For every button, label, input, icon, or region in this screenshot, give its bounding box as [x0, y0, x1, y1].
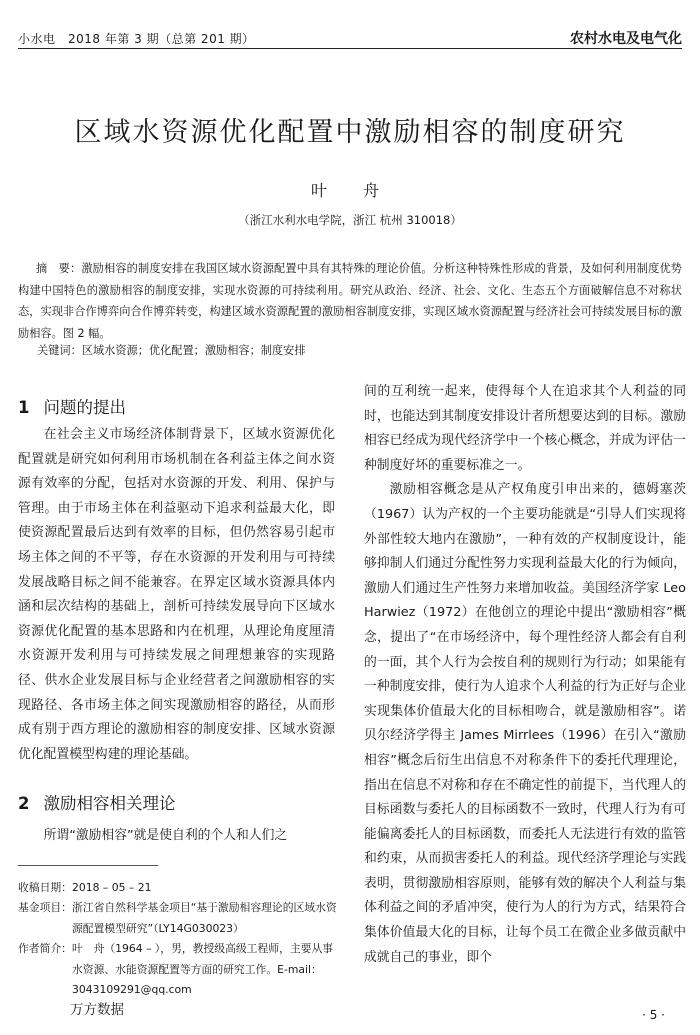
bio-label: 作者简介：: [18, 942, 72, 955]
paper-title: 区域水资源优化配置中激励相容的制度研究: [74, 117, 626, 148]
author-name: 叶 舟: [310, 181, 389, 200]
paragraph: 间的互利统一起来，使得每个人在追求其个人利益的同时，也能达到其制度安排设计者所想要达到的目标。激励相容已经成为现代经济学中一个核心概念，并成为评估一种制度好坏的重要标准之一。: [364, 384, 686, 473]
received-date: 2018 – 05 – 21: [71, 881, 152, 894]
received-label: 收稿日期：: [18, 881, 72, 894]
author-affiliation: （浙江水利水电学院，浙江 杭州 310018）: [238, 213, 462, 227]
section-heading-1: [18, 394, 126, 418]
section2-first-line: [18, 824, 335, 849]
journal-section: 农村水电及电气化: [570, 31, 682, 47]
right-column-body: [364, 380, 686, 970]
page-number: · 5 ·: [642, 1008, 665, 1022]
section-heading-2: [18, 790, 175, 814]
keywords-text: 区域水资源；优化配置；激励相容；制度安排: [81, 344, 306, 357]
fund-label: 基金项目：: [18, 901, 72, 914]
left-column-body: [18, 423, 335, 767]
section-title: 激励相容相关理论: [43, 794, 176, 813]
running-header: [18, 28, 682, 49]
paragraph: 所谓“激励相容”就是使自利的个人和人们之: [43, 828, 288, 843]
keywords-label: 关键词：: [37, 344, 82, 357]
bio-text: 叶 舟（1964 – ），男，教授级高级工程师，主要从事水资源、水能资源配置等方面的研究工作。E-mail：3043109291@qq.com: [71, 942, 334, 996]
paragraph: 激励相容概念是从产权角度引申出来的，德姆塞茨（1967）认为产权的一个主要功能就是“引导人们实现将外部性较大地内在激励”，一种有效的产权制度设计，能够抑制人们通过分配性努力实现利益最大化的行为倾向，激励人们通过生产性努力来增加收益。美国经济学家 Leo Harwiez（1972）在他创立的理论中提出“激励相容”概念，提出了“在市场经济中，每个理性经济人都会有自利的一面，其个人行为会按自利的规则行为行动；如果能有一种制度安排，使行为人追求个人利益的行为正好与企业实现集体价值最大化的目标相吻合，就是激励相容”。诺贝尔经济学得主 James Mirrlees（1996）在引入“激励相容”概念后衍生出信息不对称条件下的委托代理理论，指出在信息不对称和存在不确定性的前提下，当代理人的目标函数与委托人的目标函数不一致时，代理人行为有可能偏离委托人的目标函数，而委托人无法进行有效的监管和约束，从而损害委托人的利益。现代经济学理论与实践表明，贯彻激励相容原则，能够有效的解决个人利益与集体利益之间的矛盾冲突，使行为人的行为方式，结果符合集体价值最大化的目标，让每个员工在微企业多做贡献中成就自己的事业，即个: [364, 482, 686, 965]
footnote-fund-bio: [18, 898, 338, 1001]
watermark: 万方数据: [70, 1002, 124, 1018]
paragraph: 在社会主义市场经济体制背景下，区域水资源优化配置就是研究如何利用市场机制在各利益主体之间水资源有效率的分配，包括对水资源的开发、利用、保护与管理。由于市场主体在利益驱动下追求利益最大化，即使资源配置最后达到有效率的目标，但仍然容易引起市场主体之间的不平等，存在水资源的开发利用与可持续发展战略目标之间不能兼容。在界定区域水资源具体内涵和层次结构的基础上，剖析可持续发展导向下区域水资源优化配置的基本思路和内在机理，从理论角度厘清水资源开发利用与可持续发展之间理想兼容的实现路径、供水企业发展目标与企业经营者之间激励相容的实现路径、各市场主体之间实现激励相容的路径，从而形成有别于西方理论的激励相容的制度安排、区域水资源优化配置模型构建的理论基础。: [18, 427, 335, 762]
abstract: [18, 258, 682, 344]
footnote-divider: [18, 865, 158, 866]
section-number: 1: [18, 398, 30, 417]
fund-text: 浙江省自然科学基金项目“基于激励相容理论的区域水资源配置模型研究”（LY14G030023）: [71, 901, 337, 935]
footnote-received: [18, 878, 338, 899]
section-title: 问题的提出: [43, 398, 126, 417]
journal-issue: 小水电 2018 年第 3 期（总第 201 期）: [18, 32, 255, 46]
abstract-label: 摘 要：: [36, 262, 82, 275]
keywords: [37, 342, 306, 358]
abstract-text: 激励相容的制度安排在我国区域水资源配置中具有其特殊的理论价值。分析这种特殊性形成的背景，及如何利用制度优势构建中国特色的激励相容的制度安排，实现水资源的可持续利用。研究从政治、经济、社会、文化、生态五个方面破解信息不对称状态，实现非合作博弈向合作博弈转变，构建区域水资源配置的激励相容制度安排，实现区域水资源配置与经济社会可持续发展目标的激励相容。图 2 幅。: [18, 262, 682, 340]
section-number: 2: [18, 794, 30, 813]
